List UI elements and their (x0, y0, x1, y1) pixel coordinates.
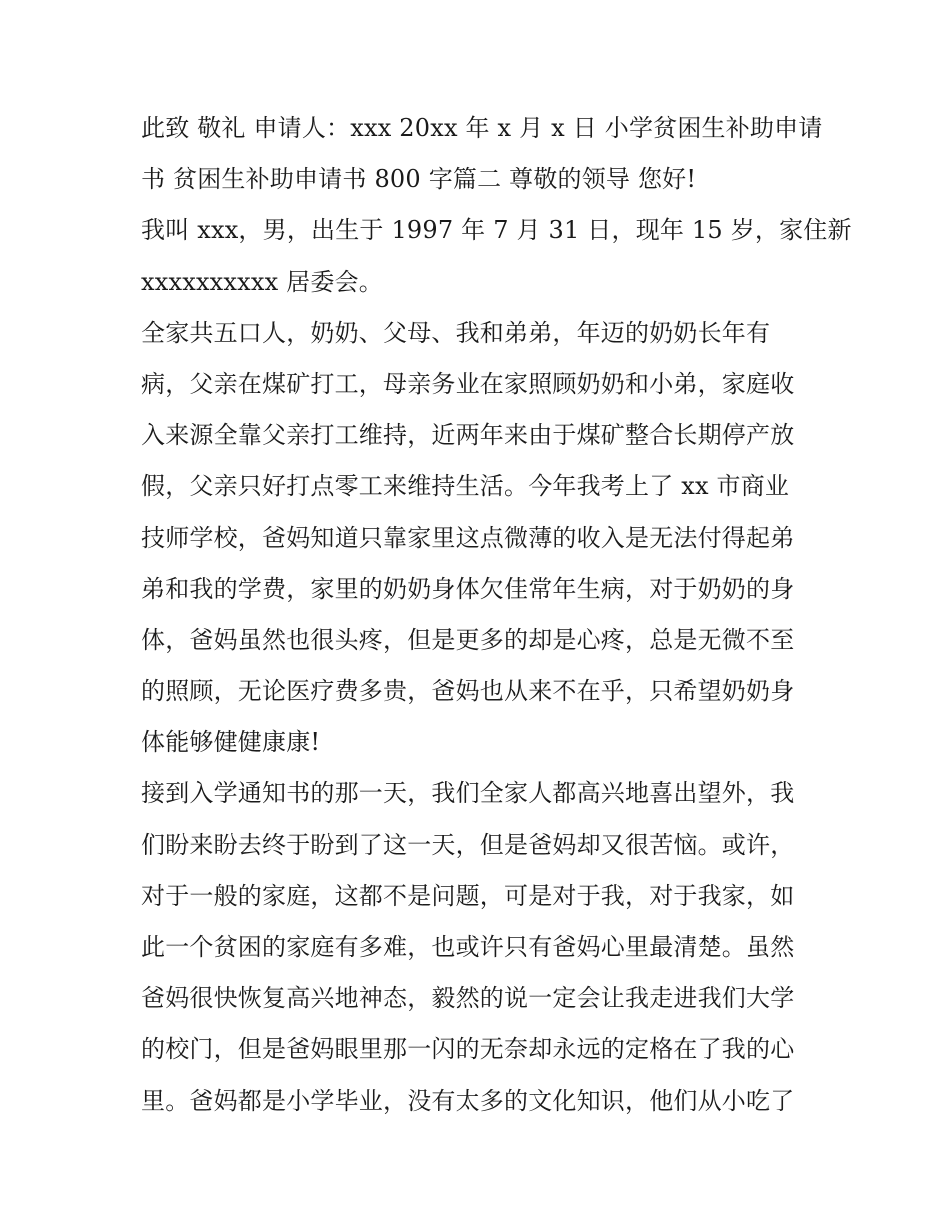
text-line: 接到入学通知书的那一天，我们全家人都高兴地喜出望外，我 (141, 779, 795, 808)
text-line: 全家共五口人，奶奶、父母、我和弟弟，年迈的奶奶长年有 (141, 318, 771, 347)
text-line: 此一个贫困的家庭有多难，也或许只有爸妈心里最清楚。虽然 (141, 933, 795, 961)
text-line: 入来源全靠父亲打工维持，近两年来由于煤矿整合长期停产放 (141, 421, 795, 450)
text-line: 里。爸妈都是小学毕业，没有太多的文化知识，他们从小吃了 (141, 1086, 795, 1115)
text-line: 病，父亲在煤矿打工，母亲务业在家照顾奶奶和小弟，家庭收 (141, 369, 795, 398)
text-line: 们盼来盼去终于盼到了这一天，但是爸妈却又很苦恼。或许， (141, 830, 795, 859)
text-line: 此致 敬礼 申请人：xxx 20xx 年 x 月 x 日 小学贫困生补助申请 (141, 114, 823, 142)
text-line: 弟和我的学费，家里的奶奶身体欠佳常年生病，对于奶奶的身 (141, 574, 795, 603)
text-line: 我叫 xxx，男，出生于 1997 年 7 月 31 日，现年 15 岁，家住新 (141, 216, 852, 245)
text-line: 体能够健健康康! (141, 728, 321, 757)
text-line: 的校门，但是爸妈眼里那一闪的无奈却永远的定格在了我的心 (141, 1035, 795, 1064)
document-body (141, 103, 852, 1127)
text-line: xxxxxxxxxx 居委会。 (141, 267, 383, 296)
text-line: 假，父亲只好打点零工来维持生活。今年我考上了 xx 市商业 (141, 472, 790, 501)
text-line: 技师学校，爸妈知道只靠家里这点微薄的收入是无法付得起弟 (141, 523, 795, 552)
text-line: 爸妈很快恢复高兴地神态，毅然的说一定会让我走进我们大学 (141, 984, 795, 1013)
text-line: 对于一般的家庭，这都不是问题，可是对于我，对于我家，如 (141, 881, 795, 910)
text-line: 书 贫困生补助申请书 800 字篇二 尊敬的领导 您好! (141, 165, 697, 194)
text-line: 的照顾，无论医疗费多贵，爸妈也从来不在乎，只希望奶奶身 (141, 677, 795, 706)
text-line: 体，爸妈虽然也很头疼，但是更多的却是心疼，总是无微不至 (141, 625, 795, 654)
